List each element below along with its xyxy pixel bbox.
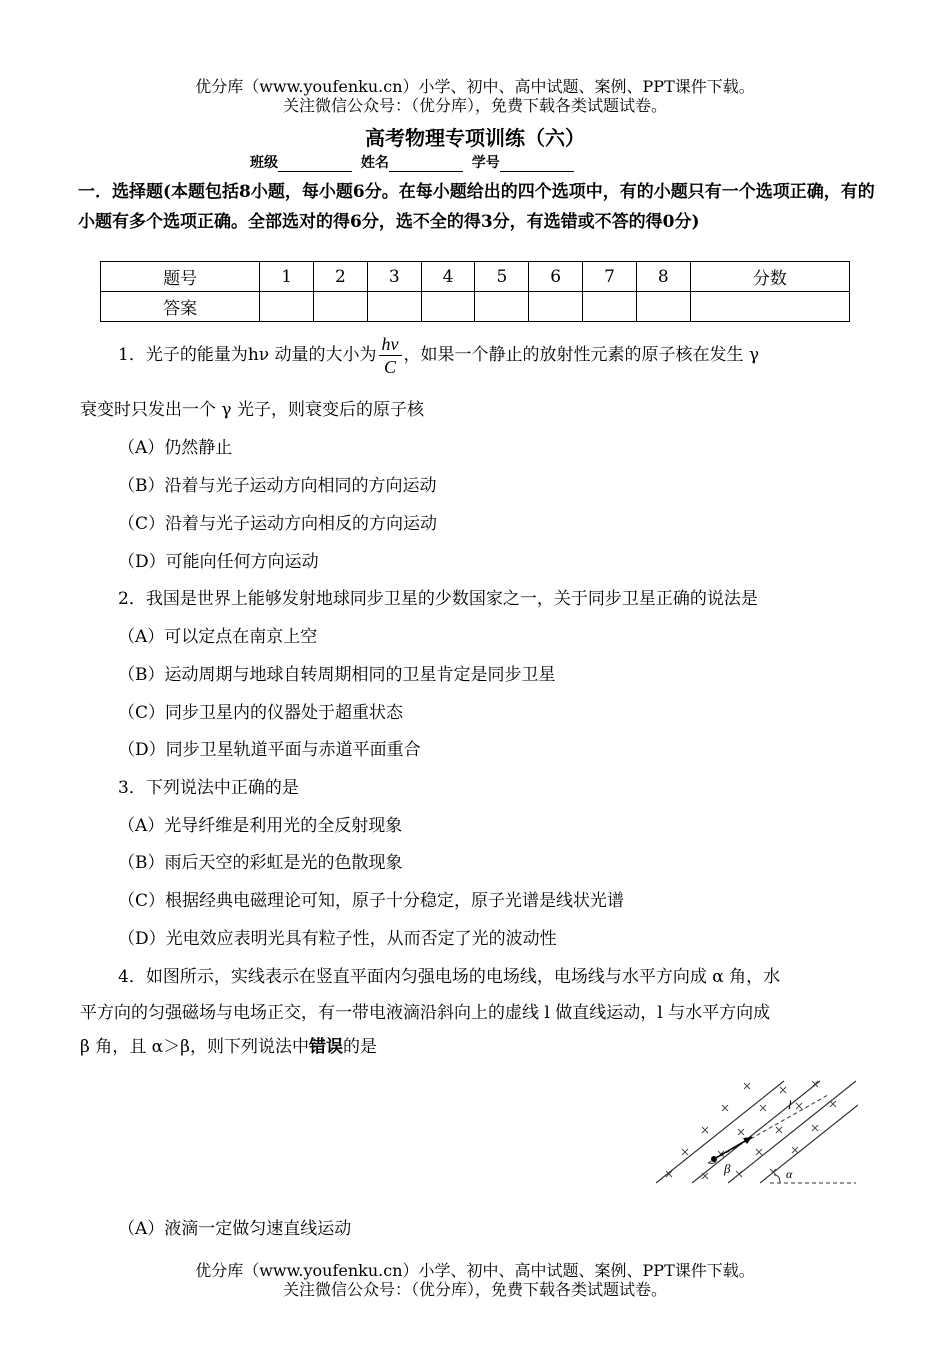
l-label: l [788,1097,792,1112]
alpha-arc [774,1175,780,1183]
answer-table [100,261,850,322]
q1-option-b: （B）沿着与光子运动方向相同的方向运动 [118,476,437,496]
q3-stem: 3．下列说法中正确的是 [118,778,299,798]
q1-stem [118,333,759,378]
table-row [101,262,850,292]
answer-cell[interactable] [367,292,421,322]
q4-stem-line-2: 平方向的匀强磁场与电场正交，有一带电液滴沿斜向上的虚线 l 做直线运动，l 与水平方向成 [80,1003,771,1023]
name-label: 姓名 [360,155,389,171]
q1-fraction [379,333,402,378]
answer-cell[interactable] [636,292,690,322]
footer-line-2: 关注微信公众号：（优分库），免费下载各类试题试卷。 [282,1280,667,1299]
section-1-heading: 一．选择题(本题包括8小题，每小题6分。在每小题给出的四个选项中，有的小题只有一个选项正确，有的小题有多个选项正确。全部选对的得6分，选不全的得3分，有选错或不答的得0分) [78,182,875,232]
header-line-2: 关注微信公众号：（优分库），免费下载各类试题试卷。 [282,96,667,115]
q2-stem: 2．我国是世界上能够发射地球同步卫星的少数国家之一，关于同步卫星正确的说法是 [118,589,758,609]
score-cell[interactable] [690,292,849,322]
student-info [250,152,578,172]
table-cell: 题号 [101,262,260,292]
answer-cell[interactable] [529,292,583,322]
table-cell: 4 [421,262,475,292]
q3-option-c: （C）根据经典电磁理论可知，原子十分稳定，原子光谱是线状光谱 [118,891,625,911]
answer-cell[interactable] [260,292,314,322]
id-label: 学号 [471,155,500,171]
q4-emphasis: 错误 [308,1037,343,1057]
q3-option-b: （B）雨后天空的彩虹是光的色散现象 [118,853,403,873]
field-diagram [652,1075,858,1189]
q1-frac-den: C [384,357,397,377]
page-title: 高考物理专项训练（六） [365,126,585,150]
q4-stem-line-1: 4．如图所示，实线表示在竖直平面内匀强电场的电场线，电场线与水平方向成 α 角，水 [118,967,781,987]
q1-option-d: （D）可能向任何方向运动 [118,552,319,572]
q1-text-b: ，如果一个静止的放射性元素的原子核在发生 γ [403,345,760,365]
answer-cell[interactable] [421,292,475,322]
q1-option-a: （A）仍然静止 [118,438,233,458]
q1-option-c: （C）沿着与光子运动方向相反的方向运动 [118,514,438,534]
id-blank [500,157,574,172]
table-cell: 3 [367,262,421,292]
table-cell: 7 [583,262,637,292]
q4-line3-c: 的是 [342,1037,377,1057]
table-cell: 分数 [690,262,849,292]
q1-frac-num: hν [379,333,402,356]
q3-option-d: （D）光电效应表明光具有粒子性，从而否定了光的波动性 [118,929,557,949]
table-cell: 2 [314,262,368,292]
table-cell: 8 [636,262,690,292]
footer-line-1: 优分库（www.youfenku.cn）小学、初中、高中试题、案例、PPT课件下载。 [195,1261,755,1280]
table-row [101,292,850,322]
name-blank [389,157,463,172]
q2-option-b: （B）运动周期与地球自转周期相同的卫星肯定是同步卫星 [118,665,556,685]
field-lines [656,1081,858,1183]
q2-option-a: （A）可以定点在南京上空 [118,627,318,647]
answer-cell[interactable] [475,292,529,322]
q3-option-a: （A）光导纤维是利用光的全反射现象 [118,816,403,836]
answer-cell[interactable] [583,292,637,322]
q4-line3-a: β 角，且 α＞β，则下列说法中 [80,1037,309,1057]
table-cell: 6 [529,262,583,292]
class-label: 班级 [250,155,278,171]
q2-option-c: （C）同步卫星内的仪器处于超重状态 [118,703,404,723]
alpha-label: α [786,1167,793,1181]
table-cell: 1 [260,262,314,292]
beta-label: β [724,1161,731,1176]
q4-option-a: （A）液滴一定做匀速直线运动 [118,1219,352,1239]
q2-option-d: （D）同步卫星轨道平面与赤道平面重合 [118,740,421,760]
class-blank [278,157,352,172]
table-cell: 5 [475,262,529,292]
arrow-head-icon [743,1137,752,1144]
q1-text-a: 1．光子的能量为hν 动量的大小为 [118,345,377,365]
answer-cell[interactable] [314,292,368,322]
header-line-1: 优分库（www.youfenku.cn）小学、初中、高中试题、案例、PPT课件下载。 [195,77,755,96]
table-cell: 答案 [101,292,260,322]
q4-stem-line-3 [80,1032,377,1057]
q1-stem-cont: 衰变时只发出一个 γ 光子，则衰变后的原子核 [80,400,424,420]
